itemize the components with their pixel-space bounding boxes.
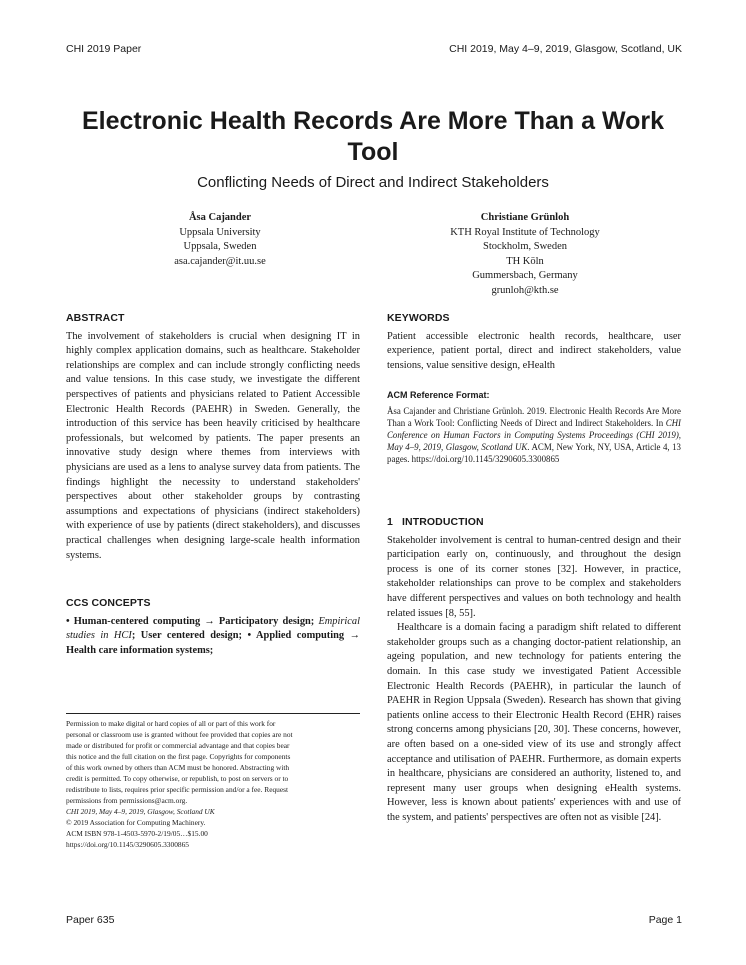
author-name: Åsa Cajander — [188, 212, 252, 223]
copyright-notice — [66, 713, 360, 850]
acm-reference-section — [387, 388, 681, 466]
introduction-paragraph-1: Stakeholder involvement is central to human-centred design and their participation early on, continuously, and throughout the design process is one of its corner stones [32]. However, in practice, stakeholder relationships can prove to be complex and stakeholders have different perspectives and values on both technology and health related issues [8, 55]. — [387, 534, 681, 619]
abstract-text: The involvement of stakeholders is crucial when designing IT in highly complex application domains, such as healthcare. Stakeholder relationships are complex and can include strongly conflicting needs and value tensions. In this case study, we investigate the different perspectives of patients and physicians related to Patient Accessible Electronic Health Records (PAEHR) in Sweden. Generally, the introduction of this service has been heavily criticised by healthcare professionals, but welcomed by patients. The paper presents an innovative study design where themes from interviews with physicians are used as a lens to analyse survey data from patients. The findings highlight the necessity to understand stakeholders' perspectives about other stakeholder groups by contrasting assumptions and expectations of physicians (indirect stakeholders) with experience of use by patients (direct stakeholders), and discusses practical challenges when designing large-scale health information systems. — [66, 330, 360, 561]
ccs-heading: CCS CONCEPTS — [66, 597, 151, 609]
author-block-1 — [120, 211, 320, 269]
running-header-left: CHI 2019 Paper — [66, 43, 142, 55]
author-affiliation: KTH Royal Institute of Technology — [450, 226, 600, 238]
introduction-section — [387, 515, 681, 825]
copyright-conference: CHI 2019, May 4–9, 2019, Glasgow, Scotland UK — [66, 807, 215, 816]
author-block-2 — [420, 211, 630, 299]
copyright-association: © 2019 Association for Computing Machinery. — [66, 818, 206, 827]
paper-title — [66, 106, 680, 168]
copyright-line: credit is permitted. To copy otherwise, or republish, to post on servers or to — [66, 774, 289, 783]
author-email: asa.cajander@it.uu.se — [174, 255, 266, 267]
copyright-line: redistribute to lists, requires prior specific permission and/or a fee. Request — [66, 785, 289, 794]
copyright-isbn: ACM ISBN 978-1-4503-5970-2/19/05…$15.00 — [66, 829, 208, 838]
running-header-right: CHI 2019, May 4–9, 2019, Glasgow, Scotland, UK — [449, 43, 682, 55]
ccs-concept-1: • Human-centered computing → Participatory design; — [66, 615, 315, 627]
abstract-section — [66, 311, 360, 563]
ccs-text — [66, 615, 360, 659]
ccs-section — [66, 596, 360, 658]
abstract-heading: ABSTRACT — [66, 312, 125, 324]
copyright-doi: https://doi.org/10.1145/3290605.3300865 — [66, 840, 189, 849]
introduction-heading: 1 INTRODUCTION — [387, 516, 484, 528]
author-location: Stockholm, Sweden — [483, 241, 567, 253]
keywords-text: Patient accessible electronic health records, healthcare, user experience, patient portal, direct and indirect stakeholders, value tensions, value sensitive design, eHealth — [387, 330, 681, 371]
author-location-2: Gummersbach, Germany — [472, 270, 578, 282]
acm-reference-authors: Åsa Cajander and Christiane Grünloh. 2019. Electronic Health Records Are More Than a Work Tool: Conflicting Needs of Direct and Indirect Stakeholders. In — [387, 405, 681, 428]
author-name: Christiane Grünloh — [480, 212, 570, 223]
paper-title-line-2: Tool — [347, 138, 399, 166]
acm-reference-venue: CHI Conference on Human Factors in Computing Systems Proceedings (CHI 2019), May 4–9, 2019, Glasgow, Scotland UK — [387, 417, 681, 453]
author-affiliation: Uppsala University — [179, 226, 261, 238]
footer-paper-number: Paper 635 — [66, 914, 115, 926]
copyright-line: Permission to make digital or hard copies of all or part of this work for — [66, 719, 276, 728]
acm-reference-text — [387, 405, 681, 466]
copyright-line: permissions from permissions@acm.org. — [66, 796, 188, 805]
ccs-concept-3: ; User centered design; • Applied computing → Health care information systems; — [66, 630, 360, 656]
copyright-line: this notice and the full citation on the first page. Copyrights for components — [66, 752, 291, 761]
author-location: Uppsala, Sweden — [183, 241, 257, 253]
keywords-heading: KEYWORDS — [387, 312, 450, 324]
copyright-line: of this work owned by others than ACM must be honored. Abstracting with — [66, 763, 290, 772]
copyright-line: made or distributed for profit or commercial advantage and that copies bear — [66, 741, 290, 750]
author-affiliation-2: TH Köln — [506, 255, 544, 267]
author-email: grunloh@kth.se — [491, 284, 559, 296]
paper-title-line-1: Electronic Health Records Are More Than a Work — [81, 107, 665, 135]
copyright-line: personal or classroom use is granted without fee provided that copies are not — [66, 730, 293, 739]
ccs-concept-2: Empirical studies in HCI — [66, 615, 360, 642]
keywords-section — [387, 311, 681, 373]
footer-page-number: Page 1 — [648, 914, 682, 926]
paper-subtitle: Conflicting Needs of Direct and Indirect Stakeholders — [197, 174, 549, 191]
acm-reference-heading: ACM Reference Format: — [387, 390, 490, 400]
acm-reference-publisher: . ACM, New York, NY, USA, Article 4, 13 pages. https://doi.org/10.1145/3290605.3300865 — [387, 442, 681, 465]
introduction-paragraph-2: Healthcare is a domain facing a paradigm shift related to different stakeholder groups such as a changing doctor-patient relationship, an ageing population, and new technology for patients entering the domain. In this case study we investigated Patient Accessible Electronic Health Records (PAEHR), in particular the launch of PAEHR in Region Uppsala (Sweden). Research has shown that giving patients online access to their Electronic Health Record (EHR) raises strong concerns among physicians [20, 30]. These concerns, however, are often based on a one-sided view of its use and strongly affect acceptance and utilisation of PAEHR. Furthermore, as domain experts in healthcare, physicians are considered an authority, listened to, and represent many user groups when designing eHealth systems. However, less is known about patients' experiences with and use of the system, and patients' perspectives are often not as visible [24]. — [387, 622, 681, 823]
